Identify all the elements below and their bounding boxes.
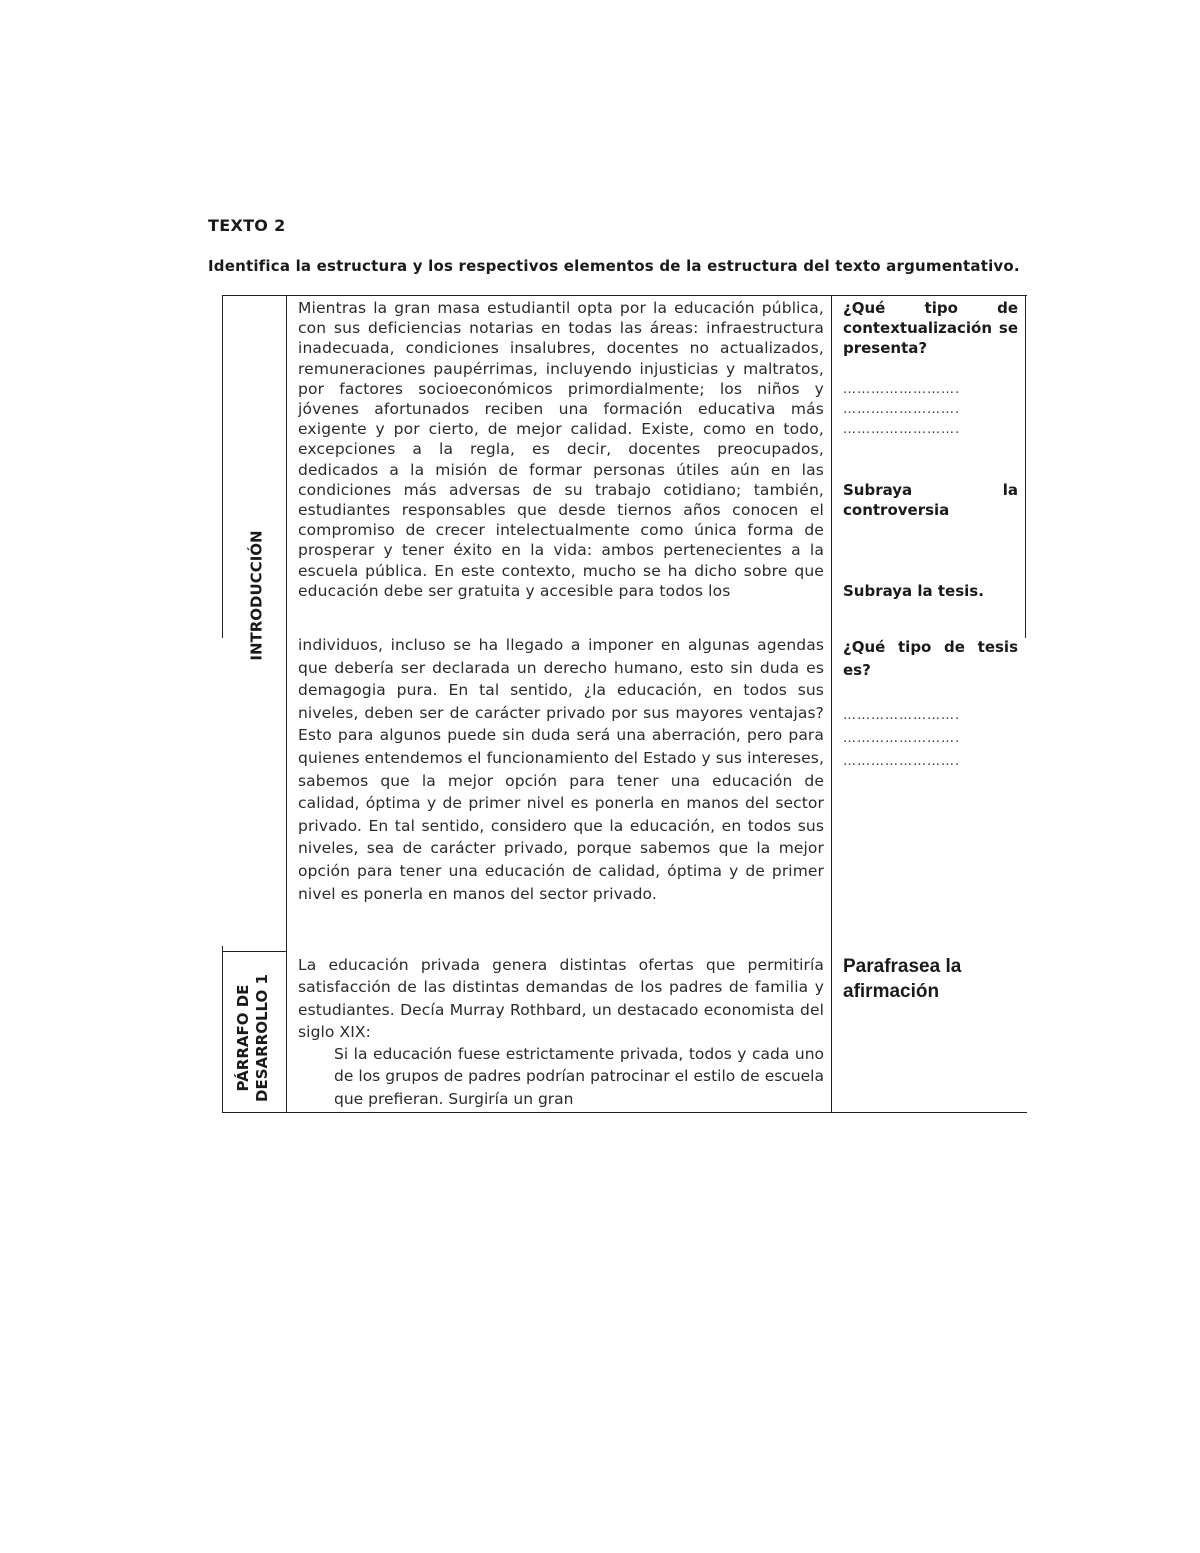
section-label-desarrollo-line1: PÁRRAFO DE	[234, 984, 252, 1092]
question-controversia: Subraya la controversia	[843, 481, 1018, 519]
section-divider	[286, 296, 287, 1112]
text-divider	[831, 296, 832, 1112]
rothbard-quote: Si la educación fuese estrictamente privada, todos y cada uno de los grupos de padres podrían patrocinar el estilo de escuela que prefieran. Surgiría un gran	[334, 1045, 824, 1108]
table-left-border-lower	[222, 946, 223, 1112]
answer-line[interactable]: …………………….	[843, 731, 961, 746]
question-tipo-tesis: ¿Qué tipo de tesis es?	[843, 638, 1018, 679]
table-right-border	[1025, 296, 1026, 638]
question-contextualizacion: ¿Qué tipo de contextualización se presenta?	[843, 299, 1018, 357]
texto-label: TEXTO 2	[208, 216, 286, 235]
answer-line[interactable]: …………………….	[843, 422, 961, 437]
question-parafrasea: Parafrasea la afirmación	[843, 956, 962, 1002]
section-label-desarrollo	[234, 958, 274, 1118]
answer-line[interactable]: …………………….	[843, 382, 961, 397]
table-left-border	[222, 296, 223, 638]
answer-line[interactable]: …………………….	[843, 402, 961, 417]
section-label-desarrollo-line2: DESARROLLO 1	[253, 974, 271, 1102]
section-row-divider	[222, 951, 286, 952]
analysis-table	[222, 295, 1027, 1113]
answer-line[interactable]: …………………….	[843, 708, 961, 723]
instruction: Identifica la estructura y los respectivos elementos de la estructura del texto argumentativo.	[208, 257, 1020, 275]
intro-paragraph-part1: Mientras la gran masa estudiantil opta por la educación pública, con sus deficiencias notarias en todas las áreas: infraestructura inadecuada, condiciones insalubres, docentes no actualizados, remuneraciones paupérrimas, incluyendo injusticias y maltratos, por factores socioeconómicos primordialmente; los niños y jóvenes afortunados reciben una formación educativa más exigente y por cierto, de mejor calidad. Existe, como en todo, excepciones a la regla, es decir, docentes preocupados, dedicados a la misión de formar personas útiles aún en las condiciones más adversas de su trabajo cotidiano; también, estudiantes responsables que desde tiernos años conocen el compromiso de crecer intelectualmente como única forma de prosperar y tener éxito en la vida: ambos pertenecientes a la escuela pública. En este contexto, mucho se ha dicho sobre que educación debe ser gratuita y accesible para todos los	[298, 299, 824, 600]
question-tesis: Subraya la tesis.	[843, 582, 984, 600]
answer-line[interactable]: …………………….	[843, 754, 961, 769]
desarrollo-paragraph: La educación privada genera distintas ofertas que permitiría satisfacción de las distintas demandas de los padres de familia y estudiantes. Decía Murray Rothbard, un destacado economista del siglo XIX:	[298, 956, 824, 1042]
intro-paragraph-part2: individuos, incluso se ha llegado a imponer en algunas agendas que debería ser declarada un derecho humano, esto sin duda es demagogia pura. En tal sentido, ¿la educación, en todos sus niveles, deben ser de carácter privado por sus mayores ventajas? Esto para algunos puede sin duda será una aberración, pero para quienes entendemos el funcionamiento del Estado y sus intereses, sabemos que la mejor opción para tener una educación de calidad, óptima y de primer nivel es ponerla en manos del sector privado. En tal sentido, considero que la educación, en todos sus niveles, sea de carácter privado, porque sabemos que la mejor opción para tener una educación de calidad, óptima y de primer nivel es ponerla en manos del sector privado.	[298, 636, 825, 903]
section-label-introduccion: INTRODUCCIÓN	[247, 530, 266, 661]
